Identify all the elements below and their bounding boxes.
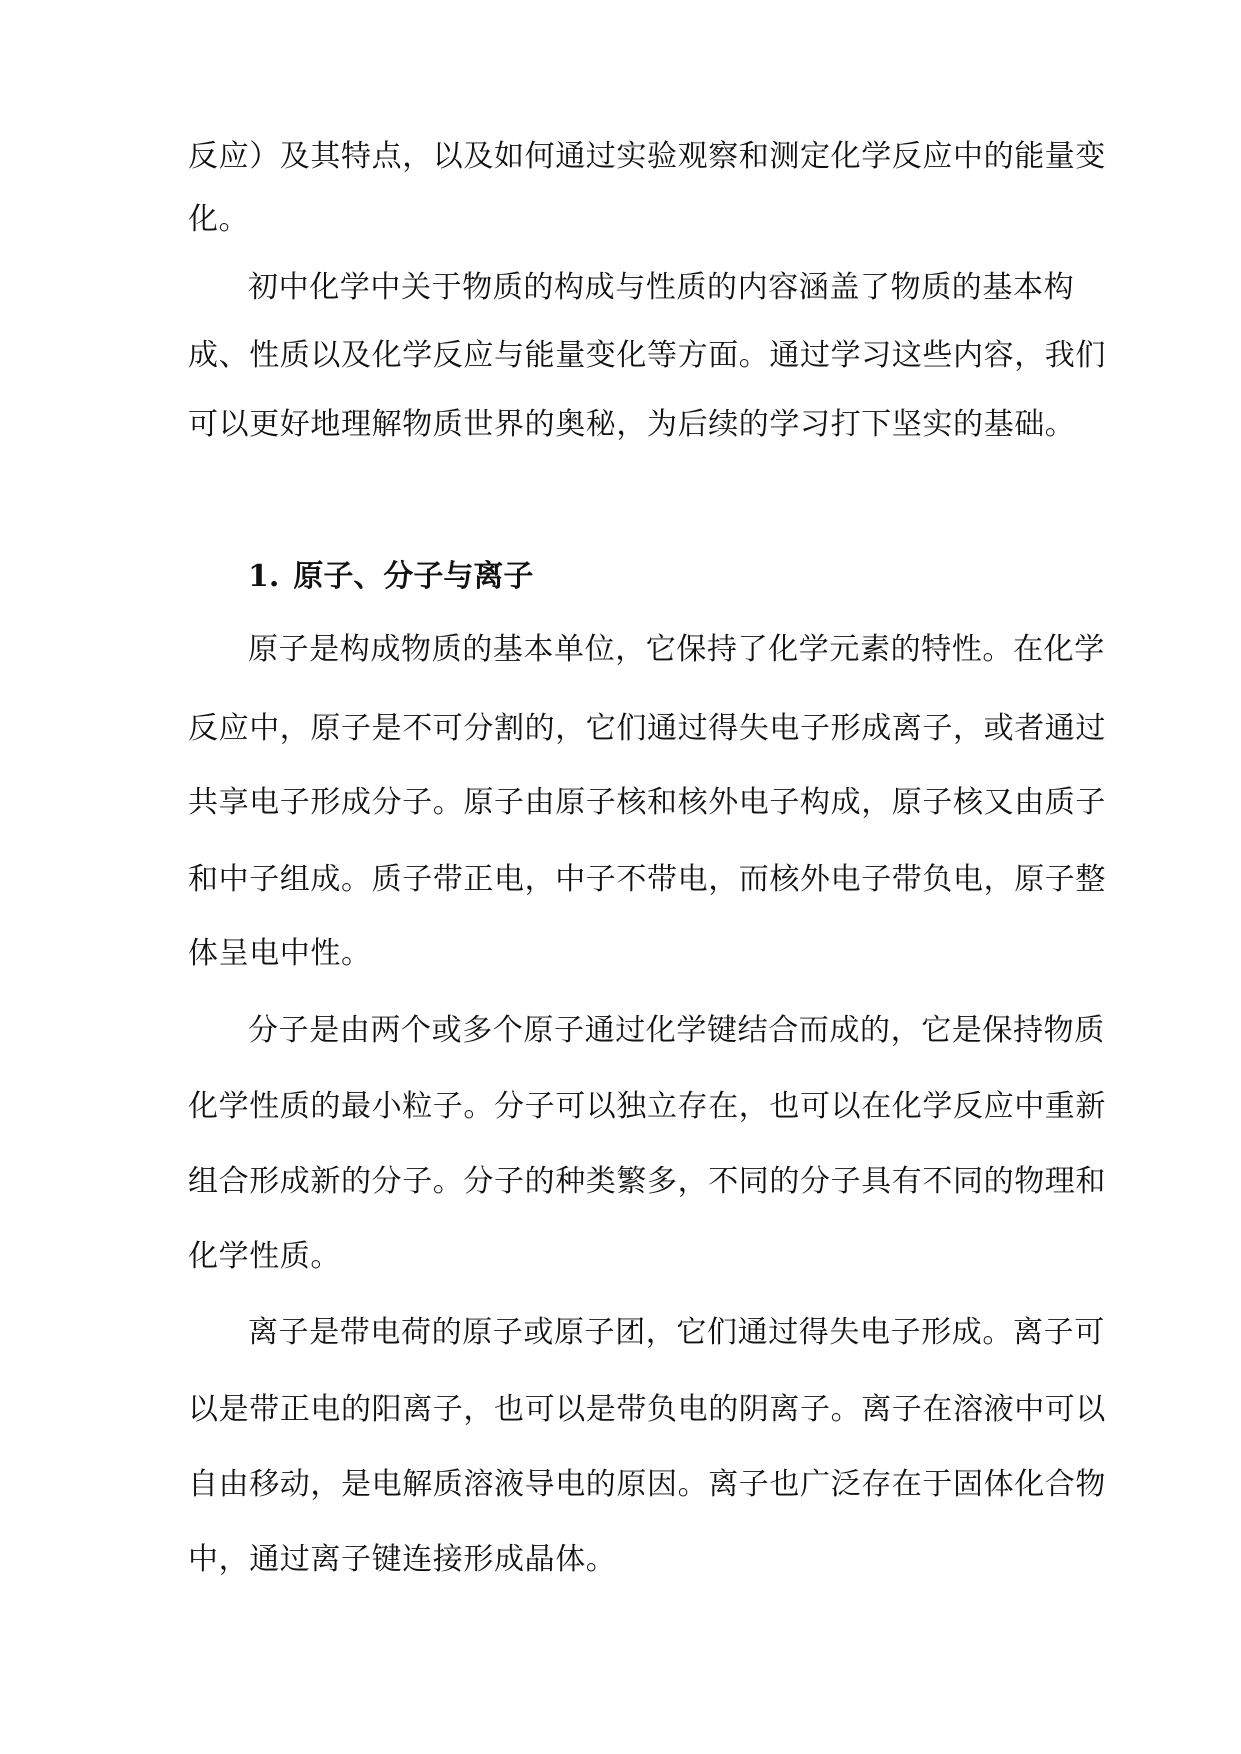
paragraph-3-line-4: 和中子组成。质子带正电，中子不带电，而核外电子带负电，原子整: [188, 862, 1106, 897]
paragraph-2-line-2: 成、性质以及化学反应与能量变化等方面。通过学习这些内容，我们: [188, 338, 1106, 373]
paragraph-3-line-1: 原子是构成物质的基本单位，它保持了化学元素的特性。在化学: [248, 632, 1105, 667]
paragraph-5-line-2: 以是带正电的阳离子，也可以是带负电的阴离子。离子在溶液中可以: [188, 1392, 1106, 1427]
paragraph-1-line-1: 反应）及其特点，以及如何通过实验观察和测定化学反应中的能量变: [188, 139, 1106, 174]
paragraph-4-line-3: 组合形成新的分子。分子的种类繁多，不同的分子具有不同的物理和: [188, 1164, 1106, 1199]
paragraph-2-line-3: 可以更好地理解物质世界的奥秘，为后续的学习打下坚实的基础。: [188, 407, 1076, 442]
paragraph-4-line-1: 分子是由两个或多个原子通过化学键结合而成的，它是保持物质: [248, 1013, 1105, 1048]
paragraph-5-line-3: 自由移动，是电解质溶液导电的原因。离子也广泛存在于固体化合物: [188, 1467, 1106, 1502]
section-title: 原子、分子与离子: [293, 559, 534, 594]
paragraph-5-line-4: 中，通过离子键连接形成晶体。: [188, 1542, 617, 1577]
paragraph-3-line-2: 反应中，原子是不可分割的，它们通过得失电子形成离子，或者通过: [188, 711, 1106, 746]
paragraph-4-line-2: 化学性质的最小粒子。分子可以独立存在，也可以在化学反应中重新: [188, 1089, 1106, 1124]
paragraph-3-line-3: 共享电子形成分子。原子由原子核和核外电子构成，原子核又由质子: [188, 785, 1106, 820]
paragraph-5-line-1: 离子是带电荷的原子或原子团，它们通过得失电子形成。离子可: [248, 1315, 1105, 1350]
section-number: 1.: [248, 559, 280, 594]
paragraph-1-line-2: 化。: [188, 202, 250, 237]
paragraph-3-line-5: 体呈电中性。: [188, 936, 372, 971]
paragraph-2-line-1: 初中化学中关于物质的构成与性质的内容涵盖了物质的基本构: [248, 270, 1075, 305]
paragraph-4-line-4: 化学性质。: [188, 1239, 341, 1274]
section-heading: [248, 557, 533, 597]
